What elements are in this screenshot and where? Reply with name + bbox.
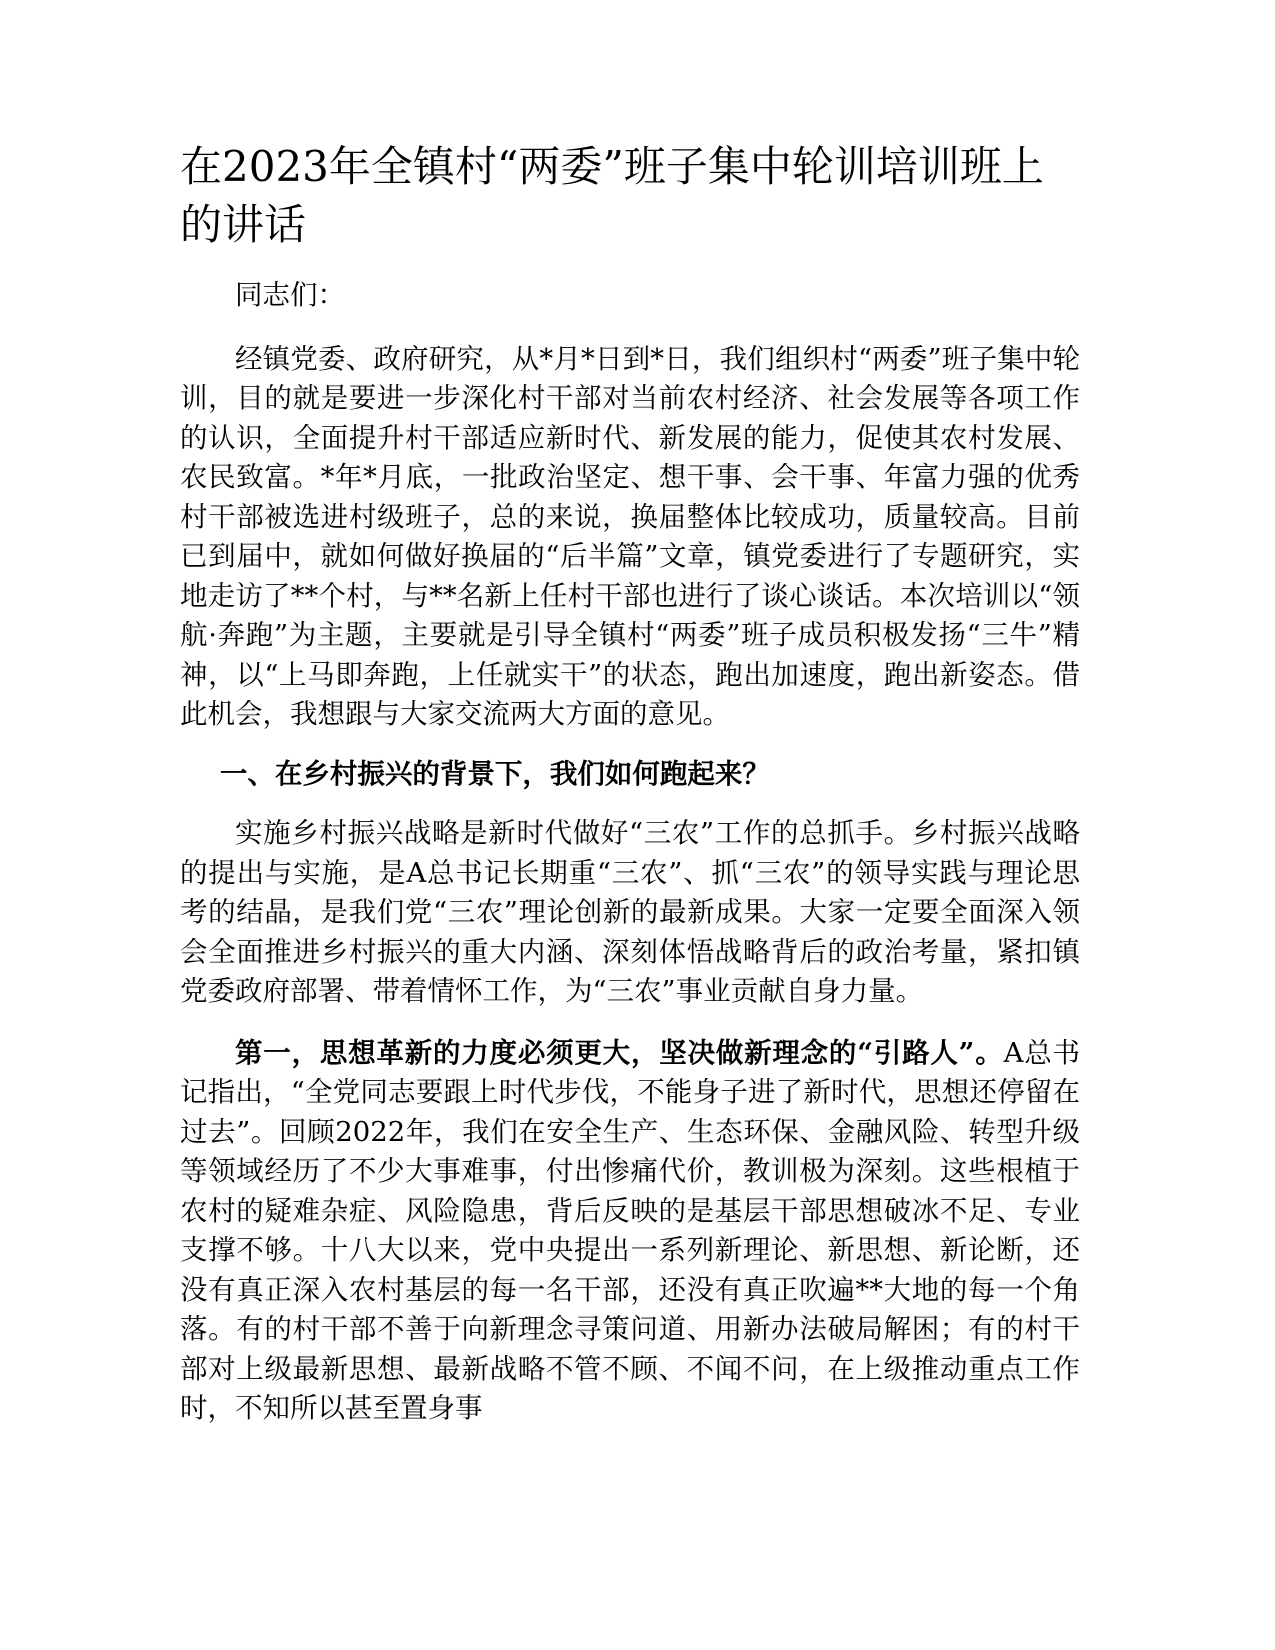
paragraph-first-point: [180, 1034, 1080, 1429]
paragraph-lead-bold: 第一，思想革新的力度必须更大，坚决做新理念的“引路人”。: [235, 1036, 1004, 1069]
paragraph-rural-revitalization: 实施乡村振兴战略是新时代做好“三农”工作的总抓手。乡村振兴战略的提出与实施，是A总书记长期重“三农”、抓“三农”的领导实践与理论思考的结晶，是我们党“三农”理论创新的最新成果。大家一定要全面深入领会全面推进乡村振兴的重大内涵、深刻体悟战略背后的政治考量，紧扣镇党委政府部署、带着情怀工作，为“三农”事业贡献自身力量。: [180, 817, 1080, 1007]
document-title: 在2023年全镇村“两委”班子集中轮训培训班上的讲话: [180, 142, 1044, 249]
document-page: [180, 138, 1080, 1429]
salutation: 同志们：: [235, 279, 345, 311]
section-heading: 一、在乡村振兴的背景下，我们如何跑起来？: [219, 757, 770, 790]
paragraph-intro: 经镇党委、政府研究，从*月*日到*日，我们组织村“两委”班子集中轮训，目的就是要进一步深化村干部对当前农村经济、社会发展等各项工作的认识，全面提升村干部适应新时代、新发展的能力，促使其农村发展、农民致富。*年*月底，一批政治坚定、想干事、会干事、年富力强的优秀村干部被选进村级班子，总的来说，换届整体比较成功，质量较高。目前已到届中，就如何做好换届的“后半篇”文章，镇党委进行了专题研究，实地走访了**个村，与**名新上任村干部也进行了谈心谈话。本次培训以“领航·奔跑”为主题，主要就是引导全镇村“两委”班子成员积极发扬“三牛”精神，以“上马即奔跑，上任就实干”的状态，跑出加速度，跑出新姿态。借此机会，我想跟与大家交流两大方面的意见。: [180, 342, 1080, 730]
paragraph-body-text: A总书记指出，“全党同志要跟上时代步伐，不能身子进了新时代，思想还停留在过去”。回顾2022年，我们在安全生产、生态环保、金融风险、转型升级等领域经历了不少大事难事，付出惨痛代价，教训极为深刻。这些根植于农村的疑难杂症、风险隐患，背后反映的是基层干部思想破冰不足、专业支撑不够。十八大以来，党中央提出一系列新理论、新思想、新论断，还没有真正深入农村基层的每一名干部，还没有真正吹遍**大地的每一个角落。有的村干部不善于向新理念寻策问道、用新办法破局解困；有的村干部对上级最新思想、最新战略不管不顾、不闻不问，在上级推动重点工作时，不知所以甚至置身事: [180, 1036, 1080, 1424]
